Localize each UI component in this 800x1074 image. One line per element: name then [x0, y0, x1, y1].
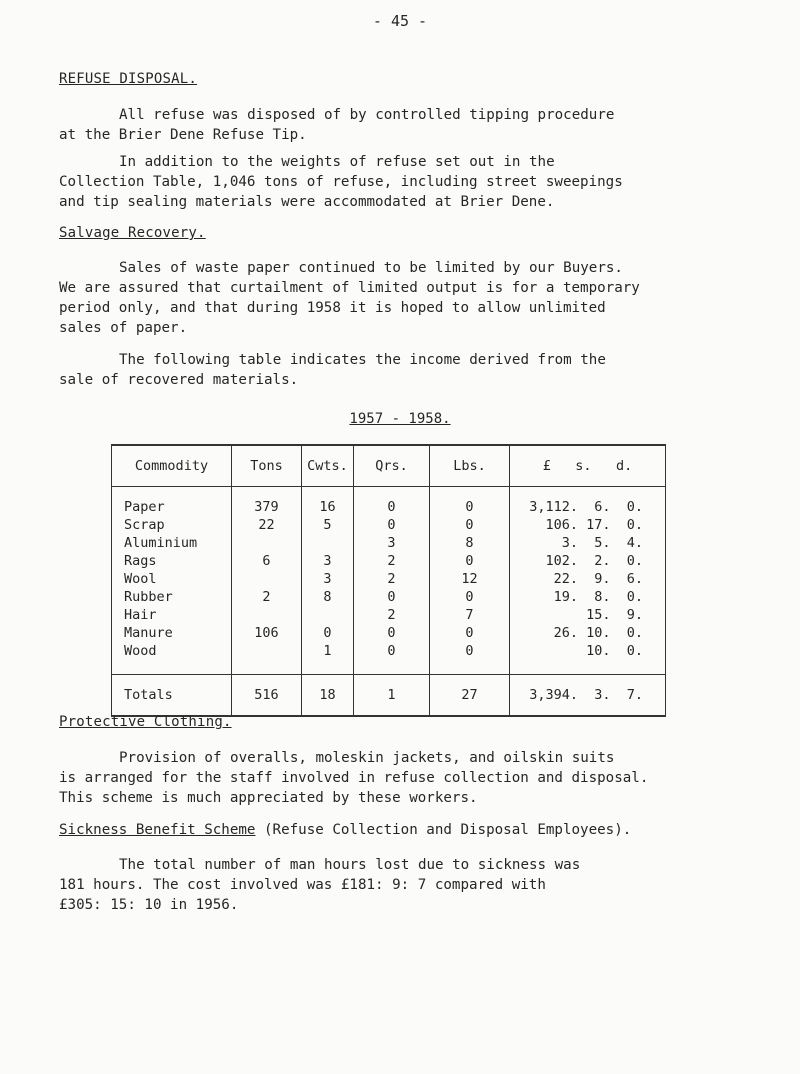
table-row [112, 498, 666, 516]
table-row [112, 624, 666, 642]
cell-qrs: 2 [354, 552, 430, 570]
cell-commodity: Hair [112, 606, 232, 624]
cell-lbs: 0 [430, 516, 510, 534]
cell-lbs: 0 [430, 642, 510, 660]
cell-commodity: Manure [112, 624, 232, 642]
cell-lbs: 0 [430, 552, 510, 570]
totals-row [112, 675, 666, 717]
protective-paragraph: Provision of overalls, moleskin jackets, and oilskin suits is arranged for the staff involved in refuse collection and disposal. This scheme is much appreciated by these workers. [59, 750, 649, 806]
cell-qrs: 0 [354, 498, 430, 516]
cell-money: 3,112. 6. 0. [510, 498, 666, 516]
cell-qrs: 0 [354, 642, 430, 660]
totals-qrs: 1 [354, 675, 430, 717]
cell-cwts: 1 [302, 642, 354, 660]
cell-tons: 6 [232, 552, 302, 570]
totals-lbs: 27 [430, 675, 510, 717]
totals-cwts: 18 [302, 675, 354, 717]
cell-lbs: 7 [430, 606, 510, 624]
cell-qrs: 0 [354, 588, 430, 606]
cell-tons: 106 [232, 624, 302, 642]
header-qrs: Qrs. [354, 445, 430, 487]
table-row [112, 642, 666, 660]
cell-qrs: 2 [354, 606, 430, 624]
cell-tons: 2 [232, 588, 302, 606]
sickness-paragraph: The total number of man hours lost due to sickness was 181 hours. The cost involved was £181: 9: 7 compared with £305: 15: 10 in 1956. [59, 857, 581, 913]
table-row [112, 570, 666, 588]
sickness-heading-subtitle: (Refuse Collection and Disposal Employees). [255, 822, 632, 838]
cell-lbs: 0 [430, 588, 510, 606]
table-header-row [112, 445, 666, 487]
cell-money: 3. 5. 4. [510, 534, 666, 552]
cell-qrs: 0 [354, 516, 430, 534]
cell-commodity: Wood [112, 642, 232, 660]
header-commodity: Commodity [112, 445, 232, 487]
salvage-paragraph-2: The following table indicates the income derived from the sale of recovered materials. [59, 352, 606, 388]
totals-money: 3,394. 3. 7. [510, 675, 666, 717]
cell-lbs: 12 [430, 570, 510, 588]
cell-tons: 22 [232, 516, 302, 534]
cell-commodity: Rags [112, 552, 232, 570]
cell-cwts [302, 606, 354, 624]
cell-cwts: 8 [302, 588, 354, 606]
cell-lbs: 0 [430, 624, 510, 642]
cell-money: 19. 8. 0. [510, 588, 666, 606]
refuse-paragraph-1: All refuse was disposed of by controlled tipping procedure at the Brier Dene Refuse Tip. [59, 107, 615, 143]
sickness-benefit-heading: Sickness Benefit Scheme [59, 822, 256, 838]
page-number: - 45 - [372, 12, 428, 30]
totals-tons: 516 [232, 675, 302, 717]
table-row [112, 552, 666, 570]
salvage-recovery-heading: Salvage Recovery. [59, 225, 206, 241]
table-year-heading: 1957 - 1958. [349, 411, 451, 427]
cell-money: 106. 17. 0. [510, 516, 666, 534]
cell-money: 22. 9. 6. [510, 570, 666, 588]
totals-label: Totals [112, 675, 232, 717]
cell-money: 26. 10. 0. [510, 624, 666, 642]
cell-tons [232, 570, 302, 588]
header-lbs: Lbs. [430, 445, 510, 487]
table-row [112, 516, 666, 534]
cell-commodity: Aluminium [112, 534, 232, 552]
cell-money: 15. 9. [510, 606, 666, 624]
cell-cwts: 0 [302, 624, 354, 642]
cell-cwts: 3 [302, 552, 354, 570]
sickness-heading-line [59, 820, 749, 840]
table-row [112, 534, 666, 552]
cell-tons [232, 534, 302, 552]
table-row [112, 588, 666, 606]
cell-lbs: 8 [430, 534, 510, 552]
cell-cwts: 3 [302, 570, 354, 588]
header-tons: Tons [232, 445, 302, 487]
header-money: £ s. d. [510, 445, 666, 487]
cell-qrs: 0 [354, 624, 430, 642]
cell-lbs: 0 [430, 498, 510, 516]
cell-tons [232, 642, 302, 660]
cell-tons [232, 606, 302, 624]
refuse-paragraph-2: In addition to the weights of refuse set out in the Collection Table, 1,046 tons of refuse, including street sweepings and tip sealing materials were accommodated at Brier Dene. [59, 154, 623, 210]
cell-tons: 379 [232, 498, 302, 516]
cell-cwts: 5 [302, 516, 354, 534]
salvage-paragraph-1: Sales of waste paper continued to be limited by our Buyers. We are assured that curtailment of limited output is for a temporary period only, and that during 1958 it is hoped to allow unlimited sales of paper. [59, 260, 640, 336]
cell-money: 102. 2. 0. [510, 552, 666, 570]
cell-commodity: Wool [112, 570, 232, 588]
header-cwts: Cwts. [302, 445, 354, 487]
cell-money: 10. 0. [510, 642, 666, 660]
cell-commodity: Rubber [112, 588, 232, 606]
cell-qrs: 2 [354, 570, 430, 588]
cell-qrs: 3 [354, 534, 430, 552]
cell-commodity: Paper [112, 498, 232, 516]
cell-cwts [302, 534, 354, 552]
refuse-disposal-heading: REFUSE DISPOSAL. [59, 71, 198, 87]
table-row [112, 606, 666, 624]
cell-cwts: 16 [302, 498, 354, 516]
income-table [111, 444, 666, 717]
protective-clothing-heading: Protective Clothing. [59, 714, 232, 730]
cell-commodity: Scrap [112, 516, 232, 534]
